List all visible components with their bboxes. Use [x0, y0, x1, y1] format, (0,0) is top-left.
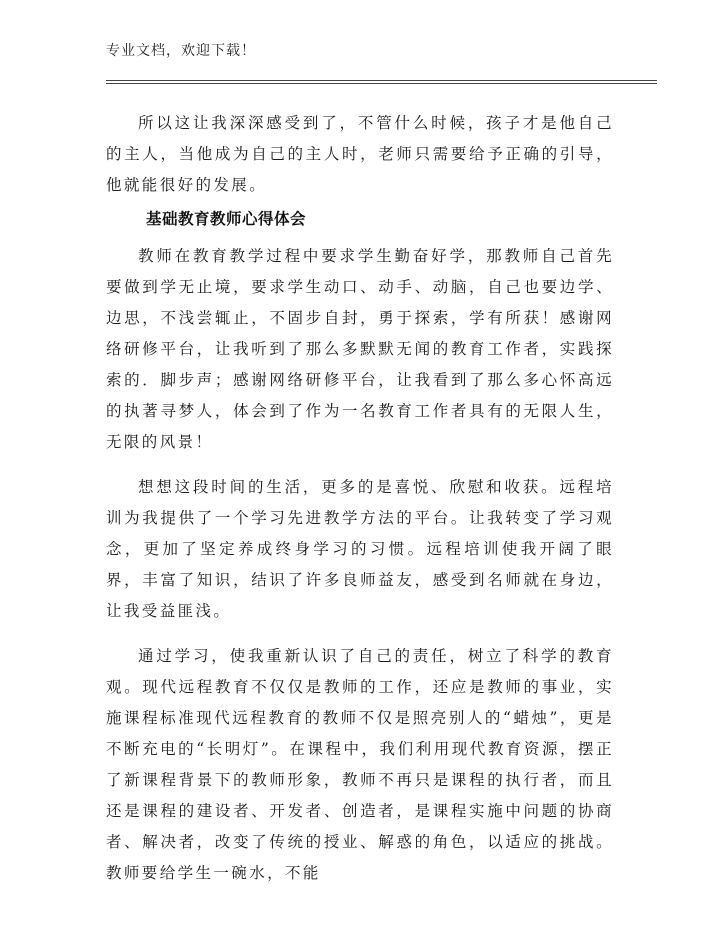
section-heading: 基础教育教师心得体会 — [146, 210, 307, 228]
document-header: 专业文档，欢迎下载！ — [106, 43, 256, 59]
paragraph-1: 教师在教育教学过程中要求学生勤奋好学，那教师自己首先要做到学无止境，要求学生动口、动手、动脑，自己也要边学、边思，不浅尝辄止，不固步自封，勇于探索，学有所获！感谢网络研修平台，让我听到了那么多默默无闻的教育工作者，实践探索的．脚步声；感谢网络研修平台，让我看到了那么多心怀高远的执著寻梦人，体会到了作为一名教育工作者具有的无限人生，无限的风景！ — [106, 247, 614, 451]
paragraph-2: 想想这段时间的生活，更多的是喜悦、欣慰和收获。远程培训为我提供了一个学习先进教学方法的平台。让我转变了学习观念，更加了坚定养成终身学习的习惯。远程培训使我开阔了眼界，丰富了知识，结识了许多良师益友，感受到名师就在身边，让我受益匪浅。 — [106, 478, 614, 620]
paragraph-3: 通过学习，使我重新认识了自己的责任，树立了科学的教育观。现代远程教育不仅仅是教师的工作，还应是教师的事业，实施课程标准现代远程教育的教师不仅是照亮别人的“蜡烛”，更是不断充电的“长明灯”。在课程中，我们利用现代教育资源，摆正了新课程背景下的教师形象，教师不再只是课程的执行者，而且还是课程的建设者、开发者、创造者，是课程实施中问题的协商者、解决者，改变了传统的授业、解惑的角色，以适应的挑战。教师要给学生一碗水，不能 — [106, 647, 614, 882]
document-body — [106, 108, 614, 903]
header-divider — [106, 80, 657, 84]
paragraph-intro: 所以这让我深深感受到了，不管什么时候，孩子才是他自己的主人，当他成为自己的主人时，老师只需要给予正确的引导，他就能很好的发展。 — [106, 114, 614, 194]
